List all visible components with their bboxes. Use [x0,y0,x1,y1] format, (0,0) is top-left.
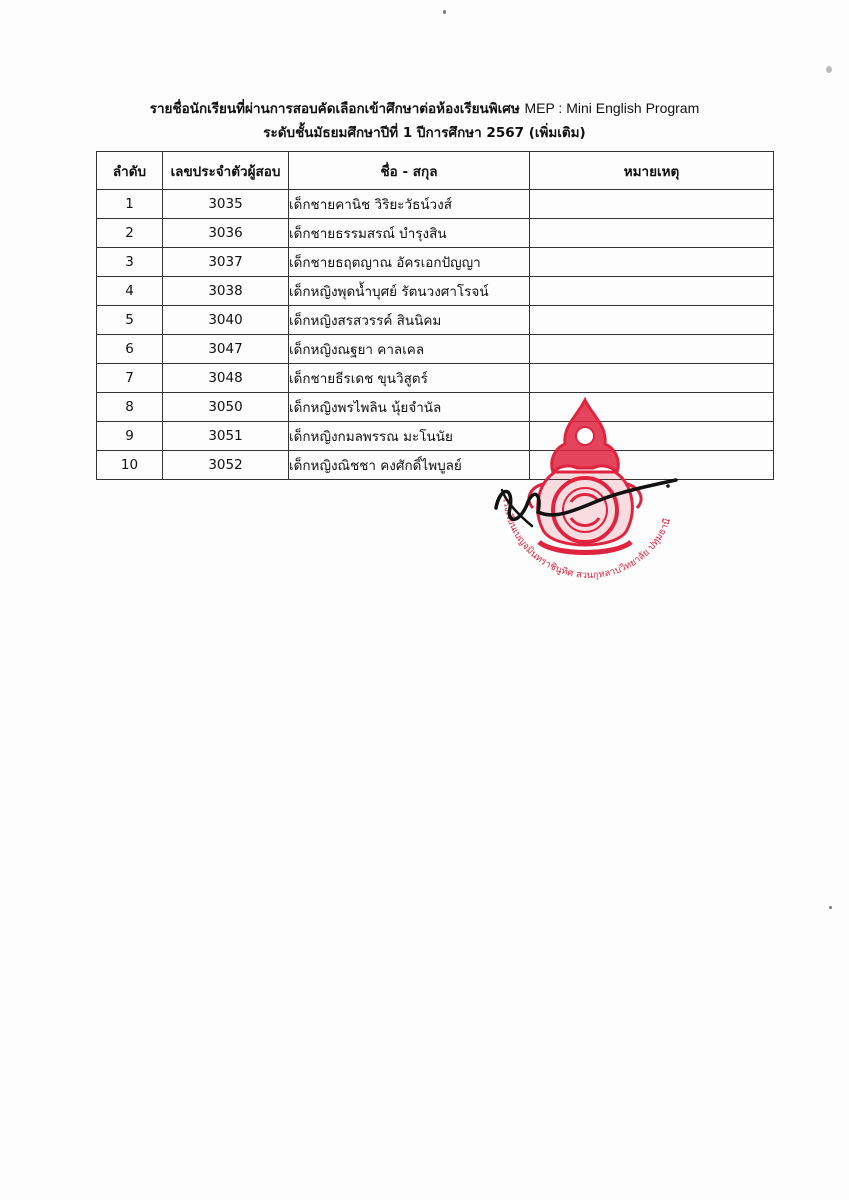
table-header-row [97,152,774,190]
cell-name: เด็กหญิงพุดน้ำบุศย์ รัตนวงศาโรจน์ [289,277,530,306]
cell-exam-id: 3048 [163,364,289,393]
table-row [97,277,774,306]
seal-text-path: โรงเรียนเบญจมินทราชินูทิศ สวนกุหลาบวิทยาลัย ปทุมธานี [500,496,674,582]
document-title [0,96,849,145]
cell-order: 7 [97,364,163,393]
cell-exam-id: 3038 [163,277,289,306]
cell-name: เด็กหญิงณฐยา คาลเคล [289,335,530,364]
cell-exam-id: 3051 [163,422,289,451]
scan-speck [829,906,832,909]
header-order: ลำดับ [97,152,163,190]
table-row [97,190,774,219]
cell-remark [530,335,774,364]
title-line-1 [0,96,849,121]
table-row [97,306,774,335]
header-name: ชื่อ - สกุล [289,152,530,190]
cell-order: 4 [97,277,163,306]
cell-exam-id: 3050 [163,393,289,422]
cell-name: เด็กชายธีรเดช ขุนวิสูตร์ [289,364,530,393]
cell-name: เด็กหญิงสรสวรรค์ สินนิคม [289,306,530,335]
title-program-name: MEP : Mini English Program [524,100,700,116]
cell-remark [530,219,774,248]
cell-name: เด็กชายธฤตญาณ อัครเอกปัญญา [289,248,530,277]
cell-remark [530,277,774,306]
title-line-2: ระดับชั้นมัธยมศึกษาปีที่ 1 ปีการศึกษา 2567 (เพิ่มเติม) [263,125,586,141]
table-row [97,335,774,364]
header-remark: หมายเหตุ [530,152,774,190]
cell-order: 3 [97,248,163,277]
cell-exam-id: 3052 [163,451,289,480]
header-exam-id: เลขประจำตัวผู้สอบ [163,152,289,190]
cell-exam-id: 3047 [163,335,289,364]
cell-exam-id: 3040 [163,306,289,335]
cell-exam-id: 3036 [163,219,289,248]
cell-order: 2 [97,219,163,248]
cell-remark [530,190,774,219]
cell-remark [530,306,774,335]
cell-order: 8 [97,393,163,422]
table-row [97,219,774,248]
cell-name: เด็กหญิงณิชชา คงศักดิ์ไพบูลย์ [289,451,530,480]
scan-speck [826,66,832,73]
table-row [97,364,774,393]
cell-order: 5 [97,306,163,335]
cell-name: เด็กชายธรรมสรณ์ บำรุงสิน [289,219,530,248]
cell-order: 6 [97,335,163,364]
cell-order: 1 [97,190,163,219]
cell-name: เด็กหญิงพรไพลิน นุ้ยจำนัล [289,393,530,422]
cell-exam-id: 3037 [163,248,289,277]
cell-name: เด็กหญิงกมลพรรณ มะโนนัย [289,422,530,451]
cell-exam-id: 3035 [163,190,289,219]
cell-name: เด็กชายคานิช วิริยะวัธน์วงส์ [289,190,530,219]
table-row [97,248,774,277]
cell-order: 10 [97,451,163,480]
scan-speck [443,10,446,14]
cell-remark [530,364,774,393]
signature [480,450,690,540]
cell-order: 9 [97,422,163,451]
title-thai: รายชื่อนักเรียนที่ผ่านการสอบคัดเลือกเข้าศึกษาต่อห้องเรียนพิเศษ [149,101,520,117]
cell-remark [530,248,774,277]
